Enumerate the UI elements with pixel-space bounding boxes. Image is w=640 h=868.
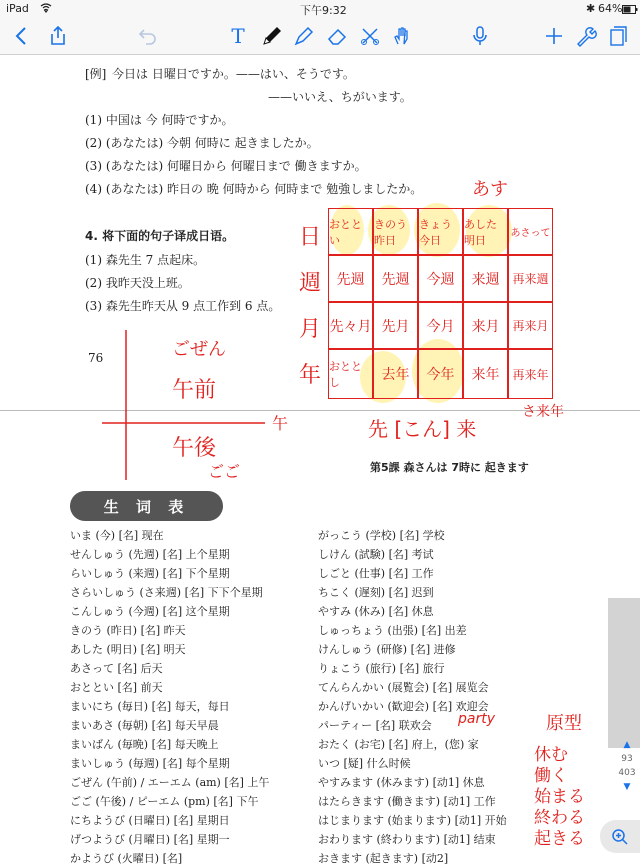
example-label: [例] bbox=[85, 67, 107, 81]
total-pages: 403 bbox=[618, 768, 636, 778]
page-up-icon[interactable]: ▲ bbox=[623, 740, 631, 750]
list-item: 働く bbox=[534, 766, 568, 786]
status-bar bbox=[0, 0, 640, 18]
lesson-header: 第5課 森さんは 7時に 起きます bbox=[370, 461, 529, 474]
pages-icon[interactable] bbox=[602, 20, 634, 52]
bluetooth-icon: ✱ bbox=[586, 2, 596, 15]
grid-cell: 今週 bbox=[418, 255, 463, 302]
section-4-title: 4. 将下面的句子译成日语。 bbox=[85, 229, 235, 243]
list-item: しごと (仕事) [名] 工作 bbox=[318, 567, 434, 580]
annotation-party: party bbox=[458, 711, 495, 727]
list-item: しゅっちょう (出張) [名] 出差 bbox=[318, 624, 467, 637]
vocab-left-list bbox=[70, 526, 269, 868]
hand-icon[interactable] bbox=[386, 20, 418, 52]
list-item: あした (明日) [名] 明天 bbox=[70, 643, 186, 656]
annotation-go: 午 bbox=[272, 414, 289, 433]
annotation-grid bbox=[328, 208, 557, 399]
grid-cell: 去年 bbox=[373, 349, 418, 399]
device-label: iPad bbox=[6, 2, 29, 15]
grid-cell: 再来週 bbox=[508, 255, 553, 302]
list-item: いま (今) [名] 现在 bbox=[70, 529, 164, 542]
battery-icon bbox=[622, 4, 638, 17]
question-4: (4) (あなたは) 昨日の 晩 何時から 何時まで 勉強しましたか。 bbox=[85, 182, 423, 196]
annotation-gogo-kanji: 午後 bbox=[172, 436, 217, 461]
example-answer: ——いいえ、ちがいます。 bbox=[268, 90, 412, 104]
eraser-icon[interactable] bbox=[322, 20, 354, 52]
page-number: 76 bbox=[88, 351, 104, 365]
annotation-sen-kon-rai: 先 [こん] 来 bbox=[368, 417, 477, 441]
add-icon[interactable] bbox=[538, 20, 570, 52]
row-label: 月 bbox=[298, 317, 321, 342]
list-item: ちこく (遅刻) [名] 迟到 bbox=[318, 586, 434, 599]
toolbar bbox=[0, 18, 640, 55]
annotation-row-labels bbox=[298, 215, 322, 399]
list-item: けんしゅう (研修) [名] 进修 bbox=[318, 643, 456, 656]
annotation-ashita: あす bbox=[472, 179, 508, 200]
annotation-gozen-kanji: 午前 bbox=[172, 378, 217, 403]
list-item: やすみます (休みます) [动1] 休息 bbox=[318, 776, 485, 789]
grid-cell: 来年 bbox=[463, 349, 508, 399]
list-item: らいしゅう (来週) [名] 下个星期 bbox=[70, 567, 230, 580]
question-1: (1) 中国は 今 何時ですか。 bbox=[85, 113, 234, 127]
list-item: りょこう (旅行) [名] 旅行 bbox=[318, 662, 445, 675]
grid-cell: 再来月 bbox=[508, 302, 553, 349]
list-item: てんらんかい (展覧会) [名] 展览会 bbox=[318, 681, 489, 694]
annotation-verb-list bbox=[534, 745, 585, 850]
grid-cell: 先週 bbox=[373, 255, 418, 302]
question-3: (3) (あなたは) 何曜日から 何曜日まで 働きますか。 bbox=[85, 159, 367, 173]
text-tool-icon[interactable]: T bbox=[231, 24, 245, 48]
example-question: 今日は 日曜日ですか。——はい、そうです。 bbox=[112, 67, 355, 81]
list-item: まいにち (毎日) [名] 每天，每日 bbox=[70, 700, 230, 713]
translate-3: (3) 森先生昨天从 9 点工作到 6 点。 bbox=[85, 299, 281, 313]
grid-cell: 先週 bbox=[328, 255, 373, 302]
grid-cell: おととい bbox=[328, 208, 373, 255]
list-item: おわります (終わります) [动1] 结束 bbox=[318, 833, 496, 846]
list-item: にちようび (日曜日) [名] 星期日 bbox=[70, 814, 230, 827]
list-item: しけん (試験) [名] 考试 bbox=[318, 548, 434, 561]
grid-cell: きのう 昨日 bbox=[373, 208, 418, 255]
lasso-icon[interactable] bbox=[354, 20, 386, 52]
document-page[interactable] bbox=[0, 55, 640, 865]
list-item: かんげいかい (歓迎会) [名] 欢迎会 bbox=[318, 700, 489, 713]
list-item: おきます (起きます) [动2] bbox=[318, 852, 449, 865]
grid-cell: きょう 今日 bbox=[418, 208, 463, 255]
share-icon[interactable] bbox=[42, 20, 74, 52]
grid-cell: 来月 bbox=[463, 302, 508, 349]
list-item: はたらきます (働きます) [动1] 工作 bbox=[318, 795, 496, 808]
battery-level: 64% bbox=[598, 2, 623, 15]
grid-cell: 再来年 bbox=[508, 349, 553, 399]
list-item: 起きる bbox=[534, 829, 585, 849]
pen-tool-icon[interactable] bbox=[256, 20, 288, 52]
microphone-icon[interactable] bbox=[464, 20, 496, 52]
row-label: 年 bbox=[298, 363, 321, 388]
list-item: きのう (昨日) [名] 昨天 bbox=[70, 624, 186, 637]
row-label: 週 bbox=[298, 271, 321, 296]
undo-icon[interactable] bbox=[132, 20, 164, 52]
grid-cell: あした 明日 bbox=[463, 208, 508, 255]
vocab-title: 生 词 表 bbox=[70, 491, 223, 521]
list-item: がっこう (学校) [名] 学校 bbox=[318, 529, 445, 542]
list-item: おたく (お宅) [名] 府上，(您) 家 bbox=[318, 738, 479, 751]
question-2: (2) (あなたは) 今朝 何時に 起きましたか。 bbox=[85, 136, 319, 150]
clock: 下午9:32 bbox=[300, 4, 347, 17]
annotation-sarainen: さ来年 bbox=[522, 404, 564, 420]
row-label: 日 bbox=[298, 225, 321, 250]
wrench-icon[interactable] bbox=[570, 20, 602, 52]
list-item: ごご (午後) / ピーエム (pm) [名] 下午 bbox=[70, 795, 259, 808]
list-item: 休む bbox=[534, 745, 568, 765]
list-item: まいあさ (毎朝) [名] 每天早晨 bbox=[70, 719, 219, 732]
highlighter-icon[interactable] bbox=[288, 20, 320, 52]
grid-cell: 今年 bbox=[418, 349, 463, 399]
grid-cell: 今月 bbox=[418, 302, 463, 349]
list-item: せんしゅう (先週) [名] 上个星期 bbox=[70, 548, 230, 561]
grid-cell: 来週 bbox=[463, 255, 508, 302]
annotation-gogo: ごご bbox=[208, 462, 241, 481]
list-item: まいばん (毎晩) [名] 每天晚上 bbox=[70, 738, 219, 751]
list-item: まいしゅう (毎週) [名] 每个星期 bbox=[70, 757, 230, 770]
list-item: ごぜん (午前) / エーエム (am) [名] 上午 bbox=[70, 776, 270, 789]
scroll-thumb[interactable] bbox=[608, 598, 640, 748]
list-item: いつ [疑] 什么时候 bbox=[318, 757, 411, 770]
vocab-right-list bbox=[318, 526, 507, 868]
translate-2: (2) 我昨天没上班。 bbox=[85, 276, 190, 290]
list-item: あさって [名] 后天 bbox=[70, 662, 163, 675]
list-item: 始まる bbox=[534, 787, 585, 807]
list-item: こんしゅう (今週) [名] 这个星期 bbox=[70, 605, 230, 618]
list-item: おととい [名] 前天 bbox=[70, 681, 163, 694]
list-item: 終わる bbox=[534, 808, 585, 828]
grid-cell: おととし bbox=[328, 349, 373, 399]
wifi-icon bbox=[40, 3, 52, 16]
grid-cell: 先月 bbox=[373, 302, 418, 349]
annotation-genkei: 原型 bbox=[546, 713, 582, 734]
current-page: 93 bbox=[621, 754, 633, 764]
translate-1: (1) 森先生 7 点起床。 bbox=[85, 253, 206, 267]
grid-cell: 先々月 bbox=[328, 302, 373, 349]
list-item: さらいしゅう (さ来週) [名] 下下个星期 bbox=[70, 586, 263, 599]
page-down-icon[interactable]: ▼ bbox=[623, 782, 631, 792]
zoom-icon[interactable] bbox=[600, 820, 640, 853]
back-icon[interactable] bbox=[6, 20, 38, 52]
annotation-gozen: ごぜん bbox=[172, 339, 226, 360]
list-item: パーティー [名] 联欢会 bbox=[318, 719, 432, 732]
list-item: げつようび (月曜日) [名] 星期一 bbox=[70, 833, 230, 846]
list-item: かようび (火曜日) [名] bbox=[70, 852, 183, 865]
list-item: やすみ (休み) [名] 休息 bbox=[318, 605, 434, 618]
list-item: はじまります (始まります) [动1] 开始 bbox=[318, 814, 507, 827]
grid-cell: あさって bbox=[508, 208, 553, 255]
